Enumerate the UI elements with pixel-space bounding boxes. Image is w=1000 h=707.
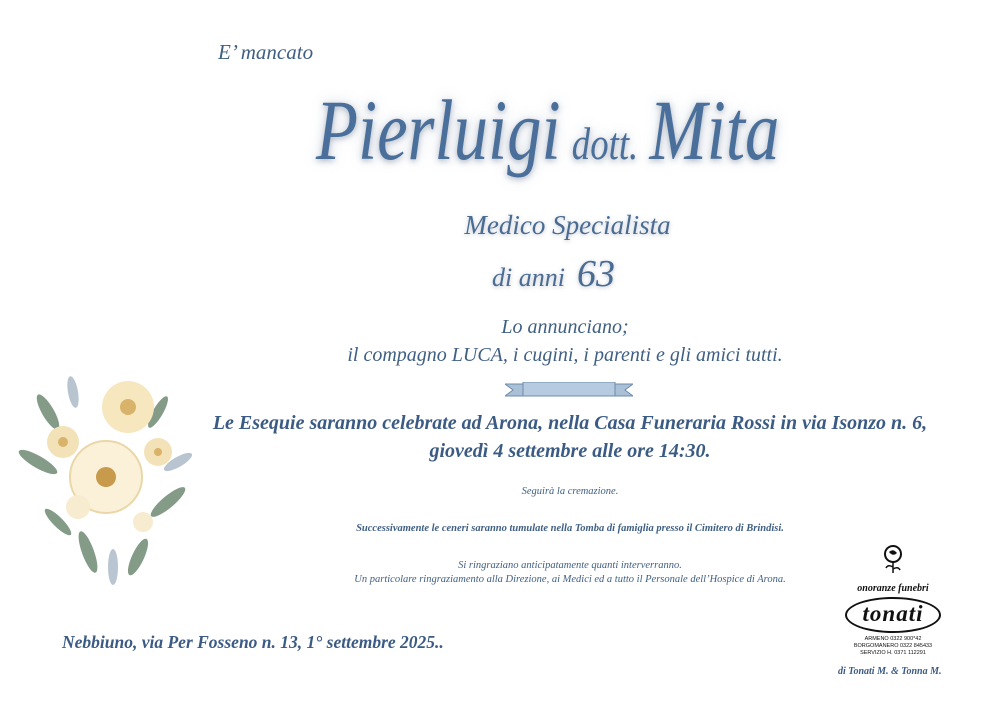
burial-note: Successivamente le ceneri saranno tumulate nella Tomba di famiglia presso il Cimitero di Brindisi. bbox=[356, 523, 784, 534]
announce-line: Lo annunciano; bbox=[501, 316, 629, 338]
funeral-datetime: giovedì 4 settembre alle ore 14:30. bbox=[429, 440, 711, 462]
thanks-line: Si ringraziano anticipatamente quanti interverranno. bbox=[458, 560, 682, 571]
flower-bouquet-icon bbox=[18, 352, 193, 587]
ribbon-divider-icon bbox=[505, 382, 633, 398]
deceased-name bbox=[316, 80, 836, 180]
thanks-line: Un particolare ringraziamento alla Direzione, ai Medici ed a tutto il Personale dell’Hospice di Arona. bbox=[354, 574, 786, 585]
funeral-home-credit: di Tonati M. & Tonna M. bbox=[838, 666, 942, 677]
contact-line: SERVIZIO H. 0371 112291 bbox=[860, 650, 926, 656]
logo-tagline: onoranze funebri bbox=[857, 583, 929, 594]
last-name: Mita bbox=[649, 82, 780, 178]
intro-text: E’ mancato bbox=[218, 40, 314, 64]
profession: Medico Specialista bbox=[464, 210, 671, 240]
rose-logo-icon bbox=[880, 544, 906, 574]
first-name: Pierluigi bbox=[316, 82, 561, 178]
honorific-title: dott. bbox=[571, 118, 639, 169]
funeral-home-logo bbox=[838, 544, 948, 657]
age-value: 63 bbox=[576, 253, 615, 295]
age bbox=[492, 252, 615, 296]
place-and-date: Nebbiuno, via Per Fosseno n. 13, 1° settembre 2025.. bbox=[62, 632, 444, 652]
announcement bbox=[250, 313, 880, 369]
funeral-details bbox=[170, 409, 970, 465]
funeral-location: Le Esequie saranno celebrate ad Arona, nella Casa Funeraria Rossi in via Isonzo n. 6, bbox=[212, 412, 928, 434]
thanks-note bbox=[320, 559, 820, 587]
logo-contact bbox=[838, 636, 948, 657]
cremation-note: Seguirà la cremazione. bbox=[521, 486, 619, 497]
mourners-line: il compagno LUCA, i cugini, i parenti e gli amici tutti. bbox=[347, 344, 783, 366]
age-label: di anni bbox=[492, 263, 565, 292]
logo-brand: tonati bbox=[845, 597, 941, 633]
contact-line: BORGOMANERO 0322 845433 bbox=[853, 643, 933, 649]
contact-line: ARMENO 0322 900*42 bbox=[864, 636, 922, 642]
